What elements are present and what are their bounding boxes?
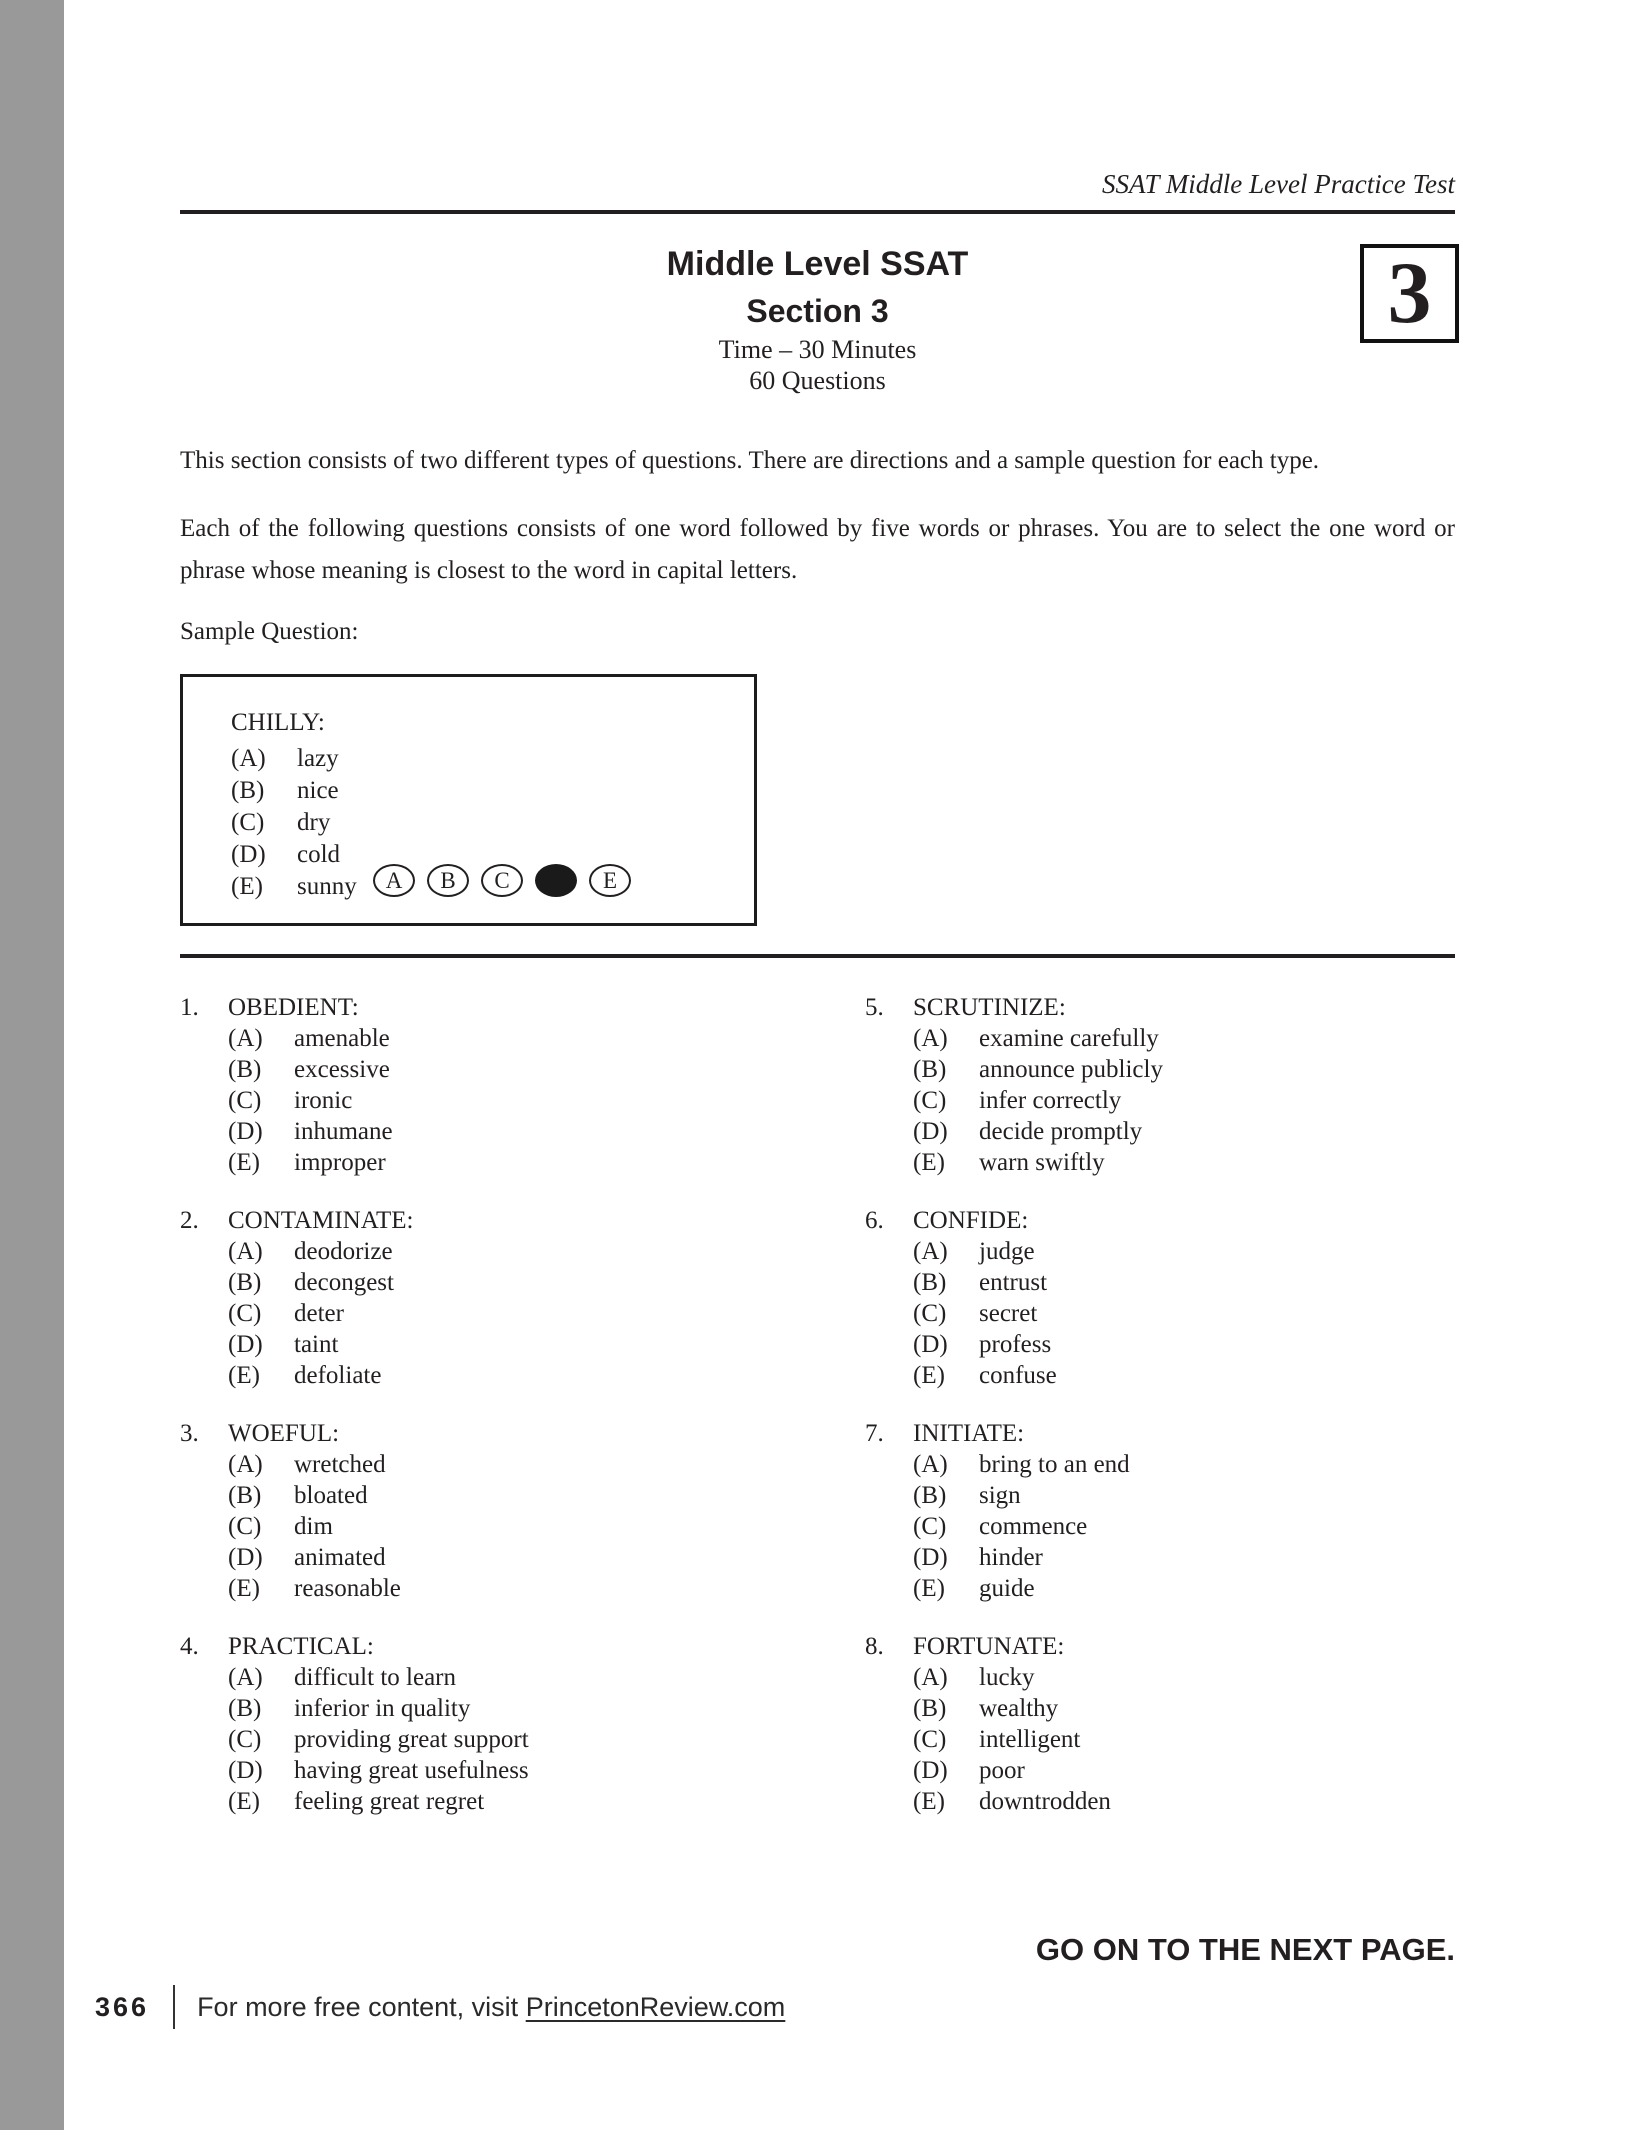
option-letter: (D) bbox=[228, 1118, 263, 1145]
option-text: wretched bbox=[294, 1451, 386, 1478]
answer-option bbox=[228, 1449, 770, 1480]
question-item bbox=[180, 1205, 770, 1391]
question-word: CONTAMINATE: bbox=[228, 1207, 414, 1234]
answer-option bbox=[228, 1786, 770, 1817]
option-letter: (B) bbox=[228, 1056, 262, 1083]
answer-bubble-d-filled-icon bbox=[535, 864, 577, 897]
answer-option bbox=[228, 1085, 770, 1116]
option-letter: (A) bbox=[228, 1451, 263, 1478]
question-item bbox=[865, 1418, 1455, 1604]
option-text: guide bbox=[979, 1575, 1035, 1602]
option-letter: (C) bbox=[231, 809, 265, 836]
question-item bbox=[865, 1205, 1455, 1391]
option-text: confuse bbox=[979, 1362, 1057, 1389]
answer-option bbox=[228, 1573, 770, 1604]
option-letter: (E) bbox=[231, 873, 263, 900]
time-limit: Time – 30 Minutes bbox=[718, 335, 917, 364]
option-text: feeling great regret bbox=[294, 1788, 485, 1815]
answer-option bbox=[228, 1329, 770, 1360]
option-text: inferior in quality bbox=[294, 1695, 471, 1722]
answer-option bbox=[913, 1236, 1455, 1267]
question-body bbox=[228, 1631, 770, 1817]
option-text: difficult to learn bbox=[294, 1664, 456, 1691]
option-letter: (C) bbox=[913, 1726, 947, 1753]
option-text: reasonable bbox=[294, 1575, 401, 1602]
section-number: 3 bbox=[1387, 244, 1432, 342]
question-body bbox=[228, 992, 770, 1178]
option-letter: (D) bbox=[913, 1118, 948, 1145]
question-body bbox=[913, 1205, 1455, 1391]
option-text: bloated bbox=[294, 1482, 368, 1509]
option-letter: (D) bbox=[228, 1757, 263, 1784]
option-list bbox=[228, 1023, 770, 1178]
answer-option bbox=[228, 1116, 770, 1147]
option-letter: (D) bbox=[913, 1757, 948, 1784]
question-word: SCRUTINIZE: bbox=[913, 994, 1066, 1021]
question-number: 7. bbox=[865, 1420, 884, 1447]
option-text: warn swiftly bbox=[979, 1149, 1105, 1176]
option-text: examine carefully bbox=[979, 1025, 1159, 1052]
option-letter: (A) bbox=[231, 745, 266, 772]
question-word: FORTUNATE: bbox=[913, 1633, 1065, 1660]
answer-option bbox=[913, 1662, 1455, 1693]
option-letter: (D) bbox=[228, 1544, 263, 1571]
option-text: secret bbox=[979, 1300, 1038, 1327]
option-text: lucky bbox=[979, 1664, 1035, 1691]
question-word: OBEDIENT: bbox=[228, 994, 359, 1021]
answer-option bbox=[228, 1054, 770, 1085]
directions-paragraph-2: Each of the following questions consists of one word followed by five words or phrases. You are to select the one word or phrase whose meaning is closest to the word in capital letters. bbox=[180, 515, 1455, 584]
answer-option bbox=[228, 1360, 770, 1391]
option-letter: (B) bbox=[913, 1695, 947, 1722]
option-letter: (C) bbox=[913, 1513, 947, 1540]
option-text: decongest bbox=[294, 1269, 394, 1296]
option-text: wealthy bbox=[979, 1695, 1059, 1722]
answer-bubble-b-icon: B bbox=[427, 864, 469, 897]
section-title-block bbox=[180, 244, 1455, 396]
option-letter: (A) bbox=[913, 1238, 948, 1265]
option-text: having great usefulness bbox=[294, 1757, 529, 1784]
option-letter: (E) bbox=[913, 1149, 945, 1176]
question-number: 1. bbox=[180, 994, 199, 1021]
option-letter: (C) bbox=[228, 1513, 262, 1540]
option-letter: (C) bbox=[228, 1087, 262, 1114]
directions bbox=[180, 440, 1455, 646]
page-number: 366 bbox=[95, 1991, 150, 2022]
question-number: 3. bbox=[180, 1420, 199, 1447]
sample-question-box bbox=[180, 674, 757, 926]
answer-bubble-a-icon: A bbox=[373, 864, 415, 897]
option-text: intelligent bbox=[979, 1726, 1081, 1753]
option-list bbox=[913, 1449, 1455, 1604]
question-body bbox=[228, 1418, 770, 1604]
option-list bbox=[228, 1662, 770, 1817]
option-letter: (B) bbox=[913, 1269, 947, 1296]
option-letter: (E) bbox=[228, 1149, 260, 1176]
option-text: animated bbox=[294, 1544, 386, 1571]
answer-option bbox=[228, 1267, 770, 1298]
option-text: poor bbox=[979, 1757, 1025, 1784]
page-footer bbox=[95, 1985, 785, 2029]
running-header: SSAT Middle Level Practice Test bbox=[1102, 169, 1455, 199]
answer-option bbox=[913, 1449, 1455, 1480]
question-word: WOEFUL: bbox=[228, 1420, 340, 1447]
option-letter: (B) bbox=[231, 777, 265, 804]
option-letter: (A) bbox=[228, 1238, 263, 1265]
section-subtitle: Section 3 bbox=[746, 293, 889, 329]
answer-option bbox=[913, 1054, 1455, 1085]
answer-option bbox=[913, 1023, 1455, 1054]
option-letter: (B) bbox=[913, 1482, 947, 1509]
answer-option bbox=[913, 1786, 1455, 1817]
option-text: amenable bbox=[294, 1025, 390, 1052]
option-text: infer correctly bbox=[979, 1087, 1122, 1114]
option-letter: (B) bbox=[913, 1056, 947, 1083]
option-letter: (D) bbox=[913, 1544, 948, 1571]
answer-option bbox=[913, 1267, 1455, 1298]
questions-column-left bbox=[180, 992, 770, 1844]
option-text: decide promptly bbox=[979, 1118, 1143, 1145]
answer-option bbox=[228, 1236, 770, 1267]
footer-message: For more free content, visit bbox=[197, 1991, 526, 2022]
question-number: 2. bbox=[180, 1207, 199, 1234]
option-letter: (C) bbox=[913, 1300, 947, 1327]
option-text: bring to an end bbox=[979, 1451, 1130, 1478]
option-letter: (D) bbox=[913, 1331, 948, 1358]
answer-option bbox=[913, 1480, 1455, 1511]
answer-option bbox=[913, 1147, 1455, 1178]
option-text: entrust bbox=[979, 1269, 1048, 1296]
option-list bbox=[913, 1662, 1455, 1817]
question-item bbox=[180, 992, 770, 1178]
answer-option bbox=[913, 1329, 1455, 1360]
answer-option bbox=[228, 1755, 770, 1786]
question-body bbox=[913, 1631, 1455, 1817]
answer-option bbox=[913, 1755, 1455, 1786]
question-item bbox=[180, 1418, 770, 1604]
answer-option bbox=[228, 1542, 770, 1573]
answer-option bbox=[913, 1085, 1455, 1116]
go-on-instruction: GO ON TO THE NEXT PAGE. bbox=[1035, 1932, 1455, 1967]
option-letter: (A) bbox=[228, 1664, 263, 1691]
question-number: 6. bbox=[865, 1207, 884, 1234]
option-letter: (E) bbox=[228, 1788, 260, 1815]
option-letter: (E) bbox=[228, 1362, 260, 1389]
option-letter: (E) bbox=[228, 1575, 260, 1602]
option-text: commence bbox=[979, 1513, 1088, 1540]
answer-option bbox=[228, 1693, 770, 1724]
answer-option bbox=[913, 1573, 1455, 1604]
option-letter: (A) bbox=[913, 1664, 948, 1691]
answer-option bbox=[228, 1147, 770, 1178]
option-text: providing great support bbox=[294, 1726, 529, 1753]
questions-divider-rule bbox=[180, 954, 1455, 958]
option-text: ironic bbox=[294, 1087, 353, 1114]
option-text: dry bbox=[297, 809, 331, 836]
option-letter: (B) bbox=[228, 1269, 262, 1296]
answer-option bbox=[228, 1724, 770, 1755]
answer-bubble-e-icon: E bbox=[589, 864, 631, 897]
header-rule bbox=[180, 210, 1455, 214]
question-count: 60 Questions bbox=[749, 366, 886, 395]
question-word: PRACTICAL: bbox=[228, 1633, 374, 1660]
answer-option bbox=[913, 1360, 1455, 1391]
answer-option bbox=[913, 1693, 1455, 1724]
option-text: excessive bbox=[294, 1056, 390, 1083]
option-letter: (D) bbox=[228, 1331, 263, 1358]
question-number: 8. bbox=[865, 1633, 884, 1660]
option-list bbox=[228, 1236, 770, 1391]
option-text: cold bbox=[297, 841, 341, 868]
option-text: taint bbox=[294, 1331, 339, 1358]
sample-question-word: CHILLY: bbox=[231, 709, 325, 736]
option-letter: (B) bbox=[228, 1695, 262, 1722]
question-item bbox=[865, 1631, 1455, 1817]
answer-option bbox=[913, 1116, 1455, 1147]
question-body bbox=[913, 1418, 1455, 1604]
princeton-review-link[interactable]: PrincetonReview.com bbox=[525, 1991, 786, 2022]
option-text: inhumane bbox=[294, 1118, 393, 1145]
page-content bbox=[180, 0, 1455, 1968]
option-list bbox=[228, 1449, 770, 1604]
option-text: downtrodden bbox=[979, 1788, 1111, 1815]
answer-option bbox=[231, 807, 754, 839]
answer-option bbox=[231, 743, 754, 775]
question-item bbox=[865, 992, 1455, 1178]
option-text: announce publicly bbox=[979, 1056, 1163, 1083]
option-letter: (B) bbox=[228, 1482, 262, 1509]
option-text: dim bbox=[294, 1513, 333, 1540]
option-letter: (C) bbox=[913, 1087, 947, 1114]
answer-option bbox=[231, 775, 754, 807]
answer-option bbox=[228, 1023, 770, 1054]
option-list bbox=[913, 1236, 1455, 1391]
section-title: Middle Level SSAT bbox=[666, 245, 969, 283]
option-letter: (A) bbox=[913, 1025, 948, 1052]
option-text: improper bbox=[294, 1149, 386, 1176]
answer-bubble-c-icon: C bbox=[481, 864, 523, 897]
question-number: 5. bbox=[865, 994, 884, 1021]
answer-option bbox=[228, 1662, 770, 1693]
answer-option bbox=[228, 1480, 770, 1511]
answer-option bbox=[228, 1298, 770, 1329]
option-text: hinder bbox=[979, 1544, 1043, 1571]
option-text: sign bbox=[979, 1482, 1021, 1509]
question-word: INITIATE: bbox=[913, 1420, 1025, 1447]
option-text: defoliate bbox=[294, 1362, 382, 1389]
footer-divider bbox=[173, 1985, 175, 2029]
answer-option bbox=[913, 1298, 1455, 1329]
question-word: CONFIDE: bbox=[913, 1207, 1029, 1234]
option-letter: (E) bbox=[913, 1575, 945, 1602]
option-text: nice bbox=[297, 777, 339, 804]
option-letter: (E) bbox=[913, 1362, 945, 1389]
option-text: lazy bbox=[297, 745, 339, 772]
option-letter: (A) bbox=[228, 1025, 263, 1052]
answer-option bbox=[913, 1511, 1455, 1542]
option-text: deter bbox=[294, 1300, 344, 1327]
question-number: 4. bbox=[180, 1633, 199, 1660]
option-text: sunny bbox=[297, 873, 357, 900]
answer-option bbox=[913, 1542, 1455, 1573]
answer-option bbox=[228, 1511, 770, 1542]
directions-paragraph-1: This section consists of two different types of questions. There are directions and a sample question for each type. bbox=[180, 447, 1320, 474]
questions-column-right bbox=[865, 992, 1455, 1844]
option-letter: (A) bbox=[913, 1451, 948, 1478]
option-text: profess bbox=[979, 1331, 1052, 1358]
option-text: deodorize bbox=[294, 1238, 393, 1265]
answer-option bbox=[913, 1724, 1455, 1755]
footer-text bbox=[197, 1992, 785, 2023]
option-list bbox=[913, 1023, 1455, 1178]
question-body bbox=[913, 992, 1455, 1178]
option-letter: (E) bbox=[913, 1788, 945, 1815]
section-number-box bbox=[1360, 244, 1459, 343]
sample-question-label: Sample Question: bbox=[180, 618, 359, 645]
answer-bubble-row bbox=[373, 864, 631, 897]
questions-grid bbox=[180, 992, 1455, 1844]
page-edge-bar bbox=[0, 0, 64, 2130]
option-text: judge bbox=[979, 1238, 1035, 1265]
option-letter: (C) bbox=[228, 1726, 262, 1753]
option-letter: (C) bbox=[228, 1300, 262, 1327]
option-letter: (D) bbox=[231, 841, 266, 868]
question-body bbox=[228, 1205, 770, 1391]
question-item bbox=[180, 1631, 770, 1817]
